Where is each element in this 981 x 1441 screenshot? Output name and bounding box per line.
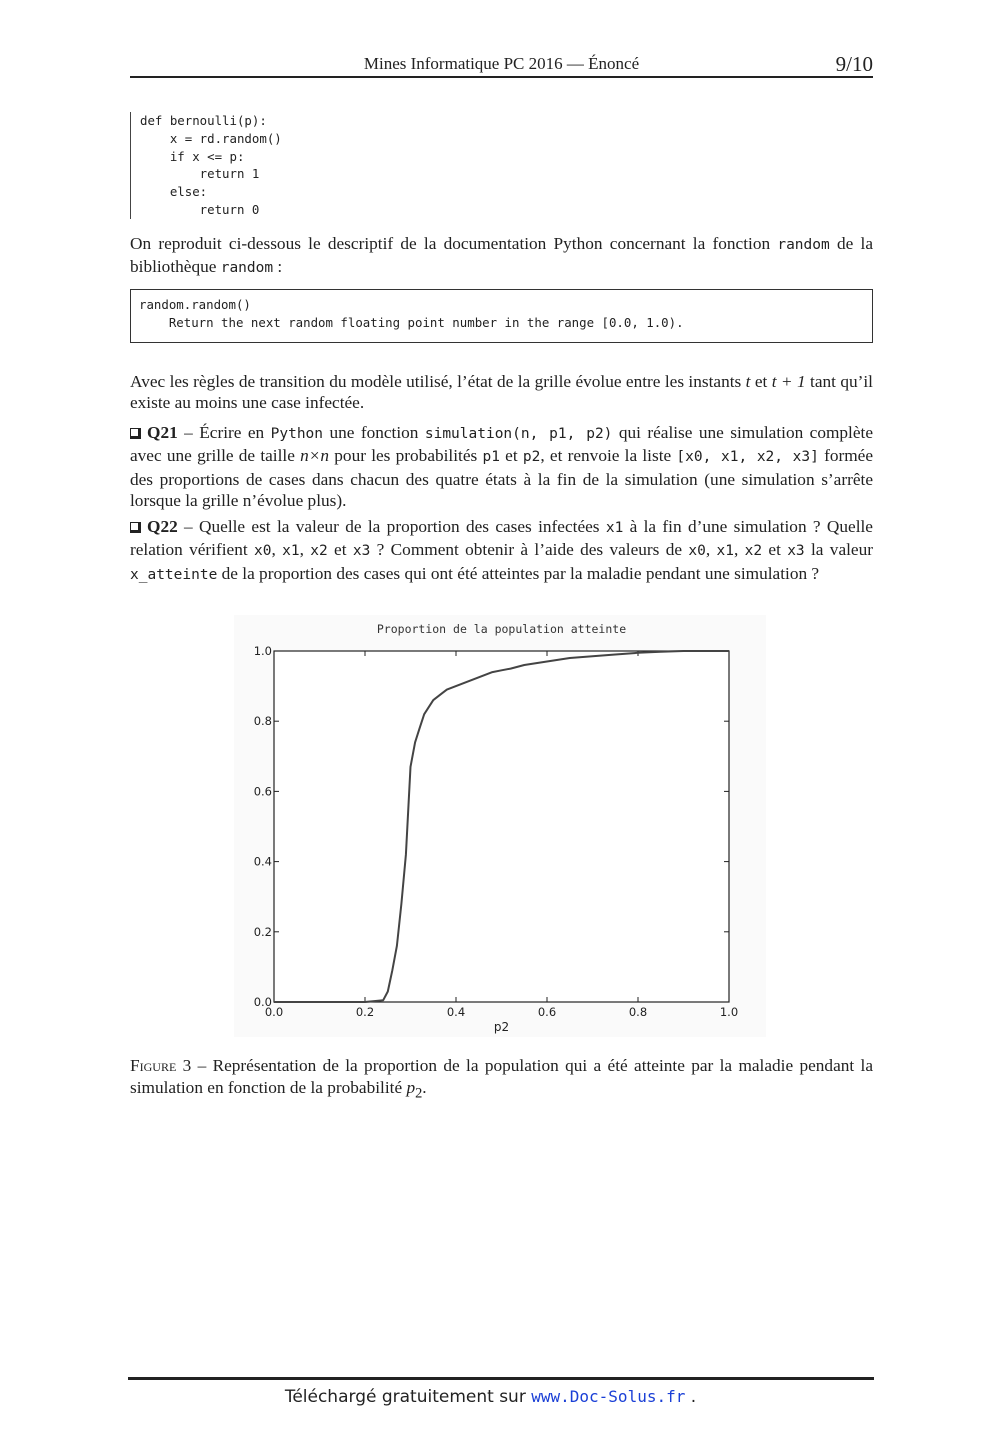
checkbox-icon — [130, 522, 141, 533]
text: , — [271, 540, 283, 560]
inline-code: x1 — [716, 543, 734, 560]
inline-code: x0 — [688, 543, 706, 560]
inline-code: Python — [270, 426, 324, 442]
question-label: Q22 — [147, 517, 178, 536]
code-line: x = rd.random() — [140, 130, 282, 146]
page-number: 9/10 — [835, 52, 873, 76]
text: Avec les règles de transition du modèle utilisé, l’état de la grille évolue entre les instants — [130, 372, 746, 391]
text: tant qu’il existe au moins une case infectée. — [130, 372, 873, 413]
text: , — [705, 540, 717, 560]
code-block-bernoulli — [130, 112, 282, 219]
footer-text: Téléchargé gratuitement sur — [284, 1387, 532, 1407]
question-label: Q21 — [147, 423, 178, 442]
transition-paragraph — [130, 371, 873, 414]
header-title: Mines Informatique PC 2016 — Énoncé — [363, 54, 640, 73]
text: la valeur — [804, 540, 873, 560]
text: , — [733, 540, 745, 560]
caption-label: Figure 3 — [130, 1056, 192, 1075]
text: et — [327, 540, 353, 560]
math-var: p — [406, 1078, 416, 1097]
line-chart — [234, 615, 766, 1037]
code-line: def bernoulli(p): — [140, 113, 267, 128]
x-tick-label: 1.0 — [719, 1005, 739, 1019]
inline-code: x3 — [787, 543, 805, 560]
text: . — [422, 1078, 427, 1097]
code-line: else: — [140, 184, 208, 200]
text: de la proportion des cases qui ont été atteintes par la maladie pendant une simulation ? — [217, 563, 820, 583]
y-tick-label: 0.4 — [253, 854, 272, 869]
page-footer — [0, 1387, 981, 1407]
inline-code: simulation(n, p1, p2) — [424, 426, 613, 442]
y-tick-label: 0.0 — [253, 995, 272, 1009]
inline-code: x1 — [605, 520, 624, 536]
inline-code: x2 — [310, 543, 328, 560]
intro-paragraph — [130, 233, 873, 280]
inline-code: x_atteinte — [130, 566, 218, 583]
math-subscript: 2 — [415, 1085, 423, 1102]
text: , et renvoie la liste — [540, 446, 677, 466]
checkbox-icon — [130, 428, 141, 439]
doc-signature: random.random() — [139, 297, 251, 312]
footer-link[interactable]: www.Doc-Solus.fr — [531, 1387, 686, 1406]
x-axis-label: p2 — [493, 1020, 510, 1034]
code-line: return 0 — [140, 201, 260, 217]
footer-rule — [128, 1377, 874, 1380]
inline-code: random — [777, 237, 830, 253]
inline-code: x3 — [352, 543, 371, 560]
inline-code: [x0, x1, x2, x3] — [676, 449, 819, 466]
math-var: t — [745, 372, 751, 391]
question-q22 — [130, 516, 873, 586]
question-q21 — [130, 422, 873, 511]
x-tick-label: 0.0 — [264, 1005, 284, 1019]
doc-description: Return the next random floating point number in the range [0.0, 1.0). — [139, 315, 684, 330]
figure-chart — [234, 615, 766, 1037]
text: , — [299, 540, 311, 560]
inline-code: x2 — [744, 543, 763, 560]
text: – Écrire en — [177, 423, 271, 442]
x-tick-label: 0.2 — [355, 1005, 375, 1019]
x-tick-label: 0.8 — [628, 1005, 648, 1019]
text: On reproduit ci-dessous le descriptif de la documentation Python concernant la fonction — [130, 234, 778, 253]
y-tick-label: 1.0 — [253, 644, 272, 658]
text: – Représentation de la proportion de la population qui a été atteinte par la maladie pendant la simulation en fonction de la probabilité — [130, 1056, 874, 1097]
inline-code: x1 — [282, 543, 300, 560]
text: qui réalise une simulation complète avec une grille de taille — [130, 423, 873, 466]
inline-code: x0 — [253, 543, 272, 560]
text: et — [499, 446, 523, 466]
text: ? Comment obtenir à l’aide des valeurs de — [370, 540, 689, 560]
y-tick-label: 0.8 — [253, 714, 272, 729]
text: pour les probabilités — [329, 446, 483, 466]
footer-text: . — [685, 1387, 697, 1407]
plot-frame — [274, 651, 729, 1002]
text: et — [750, 372, 772, 391]
figure-caption — [130, 1055, 873, 1104]
y-tick-label: 0.6 — [253, 784, 272, 799]
y-tick-label: 0.2 — [253, 924, 272, 939]
code-line: if x <= p: — [140, 148, 245, 164]
documentation-box — [130, 289, 873, 343]
text: : — [273, 257, 283, 277]
math-var: n×n — [300, 446, 330, 466]
text: une fonction — [323, 423, 425, 442]
math-var: t + 1 — [771, 372, 806, 391]
text: – Quelle est la valeur de la proportion des cases infectées — [177, 517, 606, 536]
chart-title: Proportion de la population atteinte — [376, 622, 627, 636]
inline-code: p1 — [482, 449, 500, 466]
inline-code: random — [220, 260, 274, 277]
text: formée des proportions de cases dans chacun des quatre états à la fin de la simulation (une simulation s’arrête lorsque la grille n’évolue plus). — [130, 446, 874, 510]
text: de la bibliothèque — [130, 234, 873, 277]
x-tick-label: 0.6 — [537, 1005, 557, 1019]
page-header — [130, 52, 873, 78]
x-tick-label: 0.4 — [446, 1005, 466, 1019]
text: et — [762, 540, 788, 560]
code-line: return 1 — [140, 166, 260, 182]
text: à la fin d’une simulation ? Quelle relation vérifient — [130, 517, 873, 560]
inline-code: p2 — [522, 449, 541, 466]
